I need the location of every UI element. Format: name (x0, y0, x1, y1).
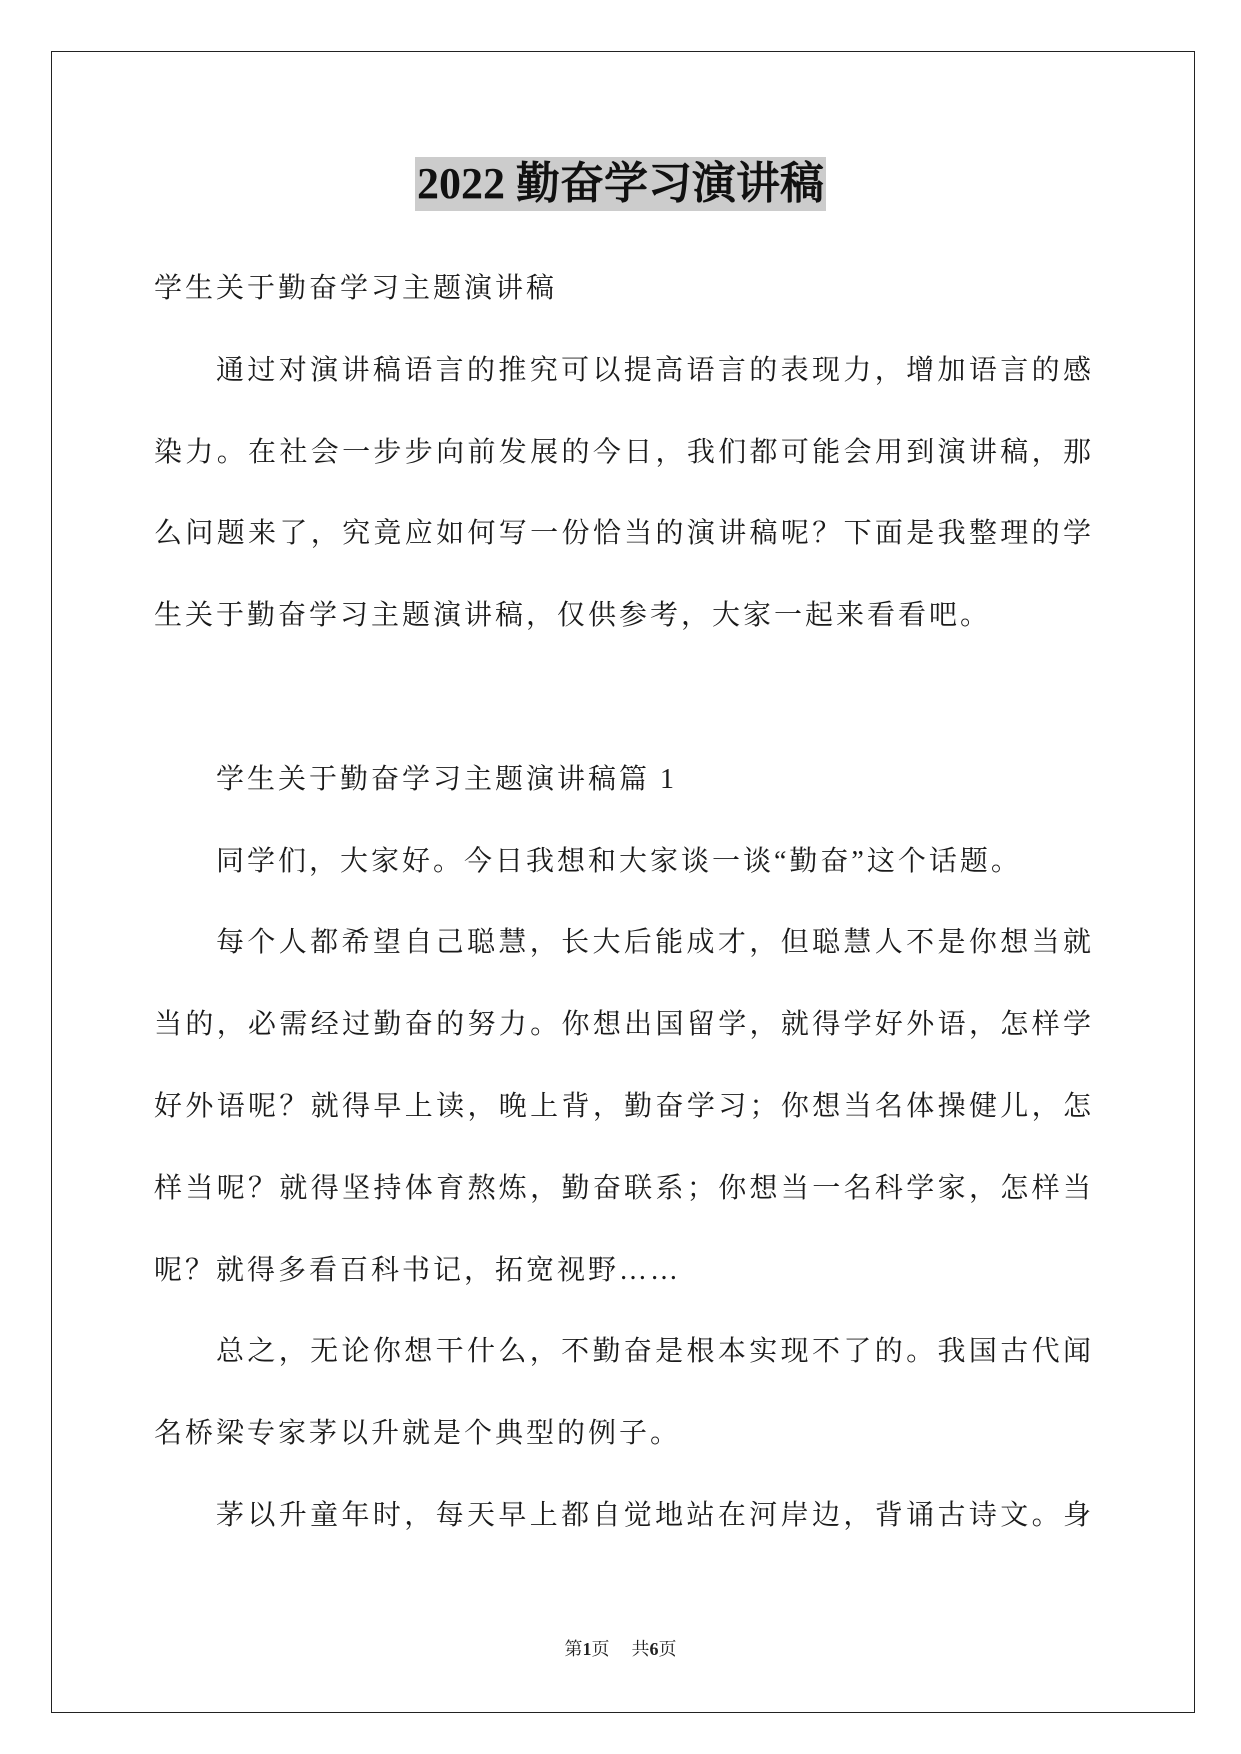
paragraph (154, 902, 1094, 1311)
paragraph (154, 1475, 1094, 1557)
document-title: 2022 勤奋学习演讲稿 (415, 157, 826, 211)
text-line: 生关于勤奋学习主题演讲稿，仅供参考，大家一起来看看吧。 (154, 600, 992, 632)
paragraph-section-heading (154, 739, 1094, 821)
document-body (154, 248, 1094, 1557)
text-line: 好外语呢？就得早上读，晚上背，勤奋学习；你想当名体操健儿，怎 (154, 1090, 1094, 1122)
page-number: 1 (582, 1639, 592, 1659)
text-line: 每个人都希望自己聪慧，长大后能成才，但聪慧人不是你想当就 (216, 927, 1094, 959)
text-line: 通过对演讲稿语言的推究可以提高语言的表现力，增加语言的感 (216, 354, 1094, 386)
page-prefix: 第 (564, 1639, 583, 1659)
text-line: 样当呢？就得坚持体育熬炼，勤奋联系；你想当一名科学家，怎样当 (154, 1172, 1094, 1204)
total-pages: 6 (649, 1639, 659, 1659)
text-line: 呢？就得多看百科书记，拓宽视野…… (154, 1254, 682, 1286)
total-suffix: 页 (658, 1639, 677, 1659)
paragraph (154, 1311, 1094, 1475)
text-line: 当的，必需经过勤奋的努力。你想出国留学，就得学好外语，怎样学 (154, 1009, 1094, 1041)
text-line: 茅以升童年时，每天早上都自觉地站在河岸边，背诵古诗文。身 (216, 1499, 1094, 1531)
text-line: 名桥梁专家茅以升就是个典型的例子。 (154, 1418, 682, 1450)
page-suffix: 页 (591, 1639, 610, 1659)
document-title-area (0, 157, 1241, 211)
text-line: 学生关于勤奋学习主题演讲稿篇 1 (216, 763, 678, 795)
paragraph-greeting (154, 821, 1094, 903)
text-line: 染力。在社会一步步向前发展的今日，我们都可能会用到演讲稿，那 (154, 436, 1094, 468)
blank-line (154, 657, 1094, 739)
total-prefix: 共 (631, 1639, 650, 1659)
text-line: 么问题来了，究竟应如何写一份恰当的演讲稿呢？下面是我整理的学 (154, 518, 1094, 550)
paragraph-intro (154, 330, 1094, 657)
page-footer (0, 1636, 1241, 1662)
text-line: 总之，无论你想干什么，不勤奋是根本实现不了的。我国古代闻 (216, 1336, 1094, 1368)
paragraph-subtitle (154, 248, 1094, 330)
text-line: 同学们，大家好。今日我想和大家谈一谈“勤奋”这个话题。 (216, 845, 1022, 877)
text-line: 学生关于勤奋学习主题演讲稿 (154, 273, 558, 304)
